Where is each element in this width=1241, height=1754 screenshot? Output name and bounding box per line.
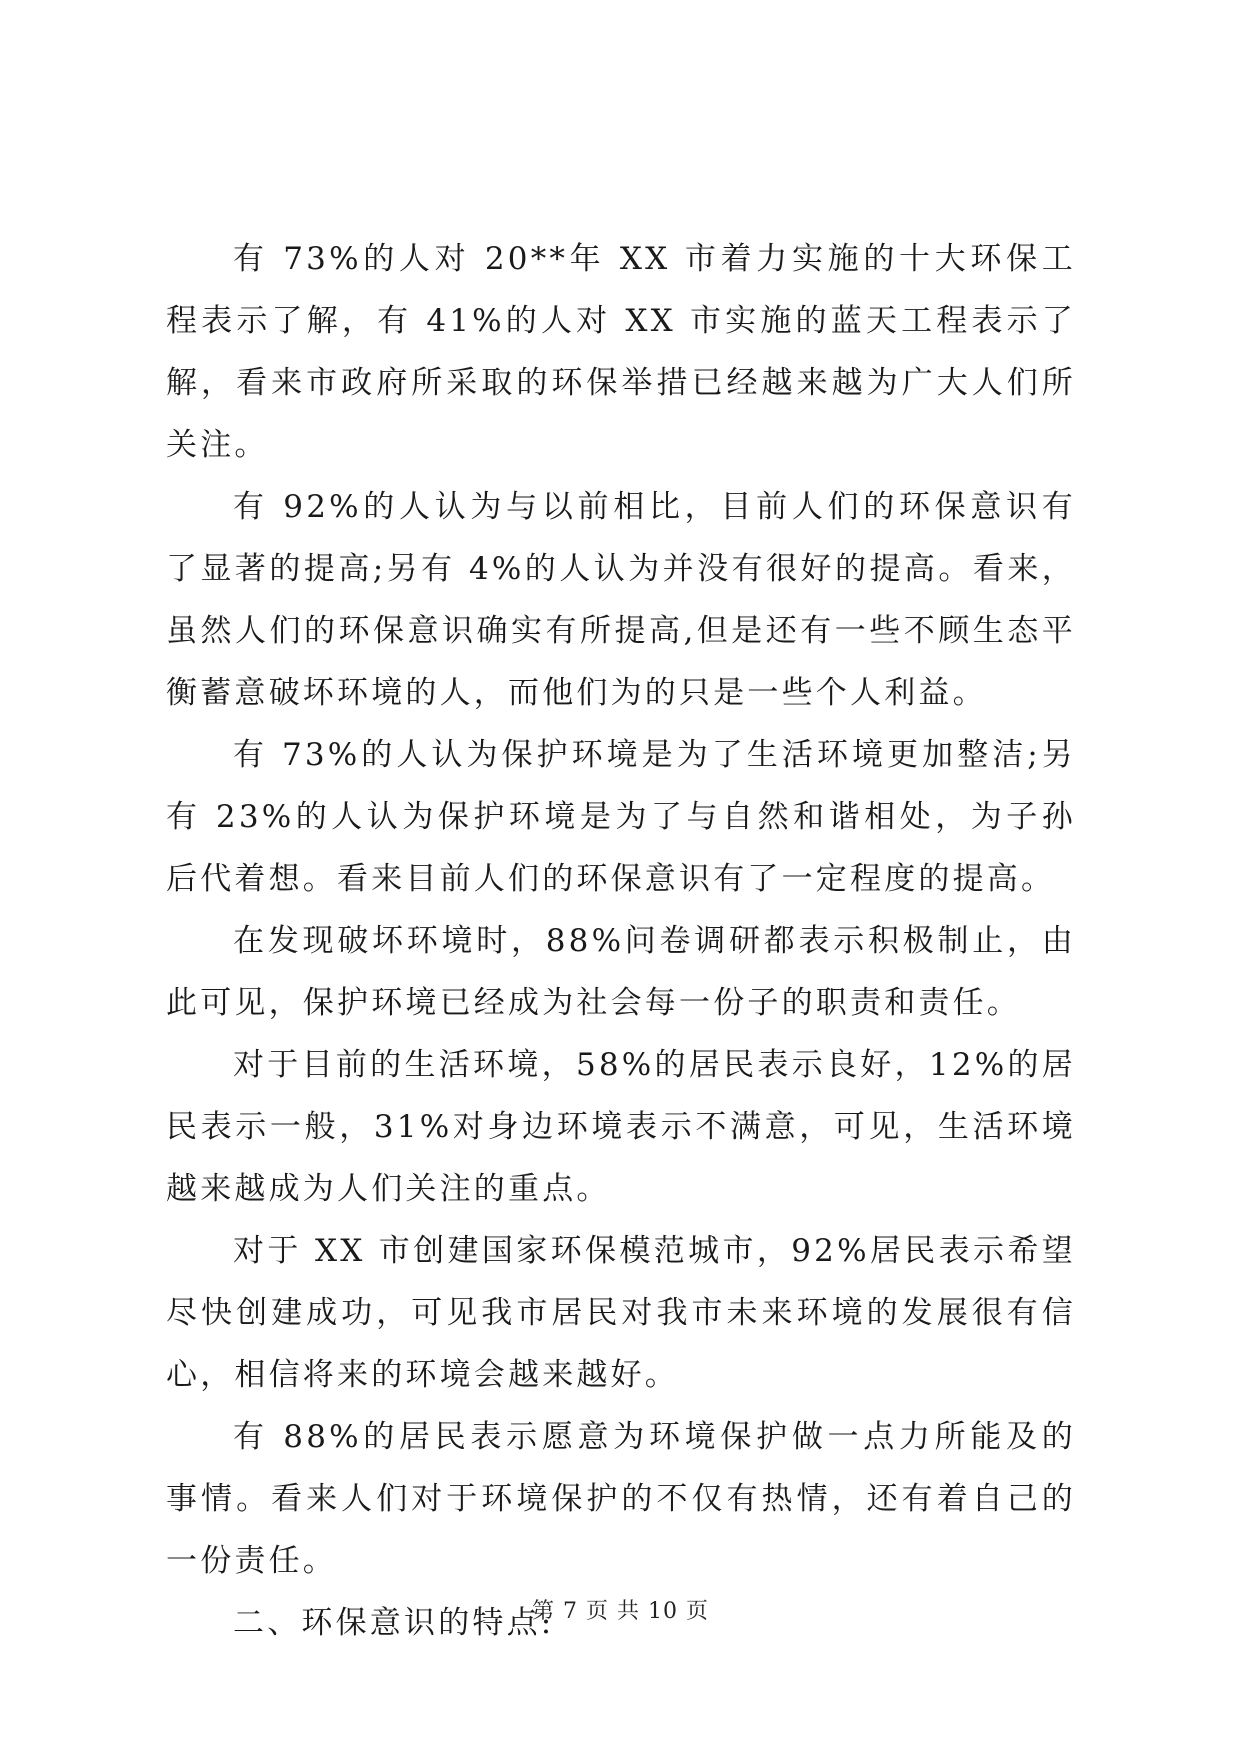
- document-body: [166, 228, 1076, 1654]
- section-heading: 二、环保意识的特点:: [233, 1605, 555, 1641]
- paragraph-6: 对于 XX 市创建国家环保模范城市，92%居民表示希望尽快创建成功，可见我市居民对我市未来环境的发展很有信心，相信将来的环境会越来越好。: [166, 1233, 1076, 1393]
- paragraph-5: 对于目前的生活环境，58%的居民表示良好，12%的居民表示一般，31%对身边环境表示不满意，可见，生活环境越来越成为人们关注的重点。: [166, 1047, 1076, 1207]
- paragraph-1: 有 73%的人对 20**年 XX 市着力实施的十大环保工程表示了解，有 41%的人对 XX 市实施的蓝天工程表示了解，看来市政府所采取的环保举措已经越来越为广大人们所关注。: [166, 241, 1076, 463]
- paragraph-4: 在发现破坏环境时，88%问卷调研都表示积极制止，由此可见，保护环境已经成为社会每一份子的职责和责任。: [166, 923, 1076, 1021]
- page-number-footer: 第 7 页 共 10 页: [532, 1599, 709, 1624]
- paragraph-2: 有 92%的人认为与以前相比，目前人们的环保意识有了显著的提高;另有 4%的人认为并没有很好的提高。看来，虽然人们的环保意识确实有所提高,但是还有一些不顾生态平衡蓄意破坏环境的人，而他们为的只是一些个人利益。: [166, 489, 1076, 711]
- paragraph-3: 有 73%的人认为保护环境是为了生活环境更加整洁;另有 23%的人认为保护环境是为了与自然和谐相处，为子孙后代着想。看来目前人们的环保意识有了一定程度的提高。: [166, 737, 1076, 897]
- paragraph-7: 有 88%的居民表示愿意为环境保护做一点力所能及的事情。看来人们对于环境保护的不仅有热情，还有着自己的一份责任。: [166, 1419, 1076, 1579]
